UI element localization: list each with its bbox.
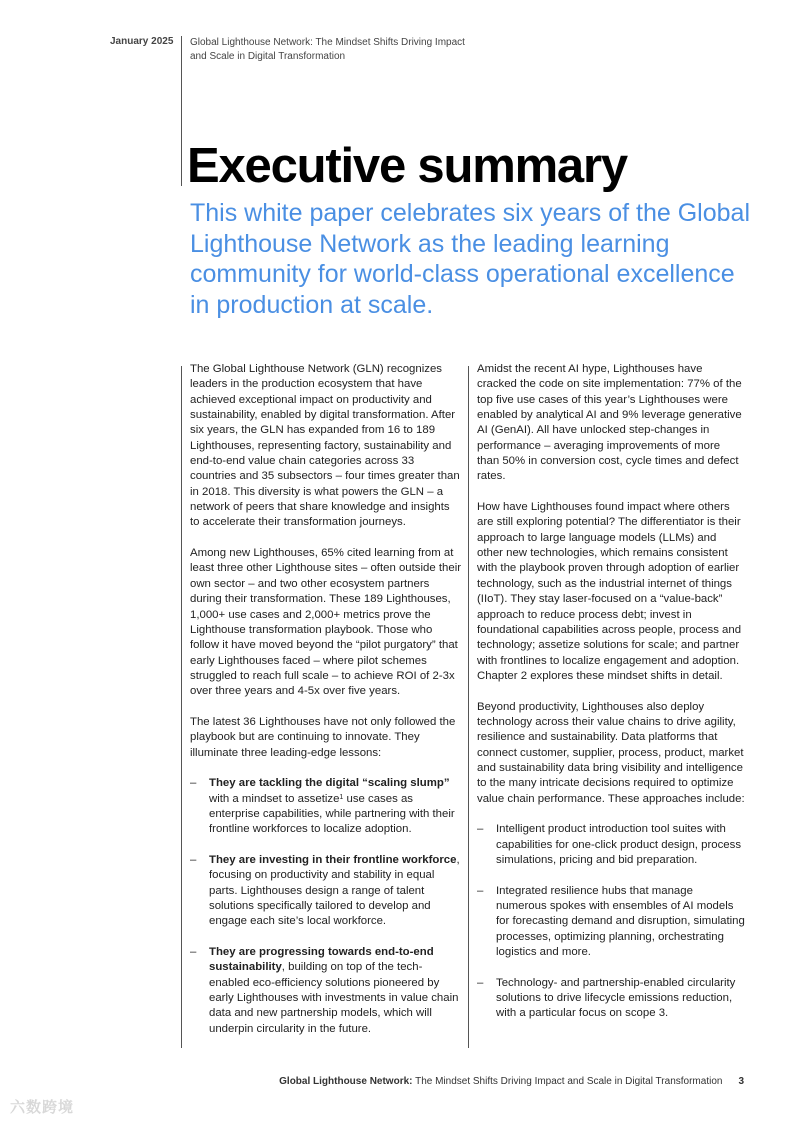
- paragraph: Beyond productivity, Lighthouses also deploy technology across their value chains to drive agility, resilience and sustainability. Data platforms that connect customer, supplier, process, product, market and sustainability data bring visibility and intelligence to the many intricate decisions required to optimize value chain performance. These approaches include:: [477, 700, 745, 805]
- bullet-text: , building on top of the tech-enabled eco-efficiency solutions pioneered by early Lighthouses with investments in value chain data and new partnership models, which will underpin circularity in the future.: [209, 961, 459, 1035]
- dash-marker: –: [190, 777, 197, 790]
- footer-report-subtitle: The Mindset Shifts Driving Impact and Scale in Digital Transformation: [412, 1076, 723, 1087]
- page-subtitle: This white paper celebrates six years of the Global Lighthouse Network as the leading learning community for world-class operational excellence in production at scale.: [190, 199, 750, 319]
- lessons-list: [190, 776, 462, 1037]
- paragraph: The latest 36 Lighthouses have not only followed the playbook but are continuing to innovate. They illuminate three leading-edge lessons:: [190, 715, 456, 759]
- paragraph: How have Lighthouses found impact where others are still exploring potential? The differentiator is their approach to large language models (LLMs) and other new technologies, which remains consistent with the playbook proven through adoption of earlier technology, such as the industrial internet of things (IIoT). They stay laser-focused on a “value-back” approach to reduce process debt; invest in foundational capabilities across people, process and technology; assetize solutions for scale; and partner with frontlines to localize engagement and adoption. Chapter 2 explores these mindset shifts in detail.: [477, 501, 742, 682]
- body-column-right: [477, 362, 745, 1037]
- bullet-heading: They are progressing towards end-to-end sustainability: [209, 946, 434, 974]
- list-item: [190, 853, 462, 930]
- dash-marker: –: [477, 884, 484, 897]
- page-footer: [279, 1076, 744, 1087]
- footer-report-name: Global Lighthouse Network:: [279, 1076, 413, 1087]
- watermark: 六数跨境: [10, 1099, 75, 1116]
- dash-marker: –: [190, 946, 197, 959]
- bullet-text: use cases as enterprise capabilities, while partnering with their frontline workforces to localize adoption.: [209, 792, 455, 836]
- bullet-heading: They are tackling the digital “scaling slump”: [209, 777, 450, 790]
- bullet-text: , focusing on productivity and stability in equal parts. Lighthouses design a range of talent solutions specifically tailored to develop and engage each site’s local workforce.: [209, 854, 460, 928]
- page-number: 3: [738, 1076, 744, 1087]
- page-title: Executive summary: [187, 139, 627, 193]
- paragraph: Among new Lighthouses, 65% cited learning from at least three other Lighthouse sites – often outside their own sector – and two other ecosystem partners during their transformation. These 189 Lighthouses, 1,000+ use cases and 2,000+ metrics prove the Lighthouse transformation playbook. Those who follow it have moved beyond the “pilot purgatory” that early Lighthouses faced – where pilot schemes struggled to reach full scale – to achieve ROI of 2-3x over three years and 4-5x over five years.: [190, 547, 462, 698]
- bullet-text: Technology- and partnership-enabled circularity solutions to drive lifecycle emissions reduction, with a particular focus on scope 3.: [496, 976, 736, 1020]
- bullet-text: with a mindset to assetize: [209, 792, 340, 805]
- header-title: Global Lighthouse Network: The Mindset Shifts Driving Impact and Scale in Digital Transformation: [190, 37, 465, 62]
- paragraph: The Global Lighthouse Network (GLN) recognizes leaders in the production ecosystem that have achieved exceptional impact on productivity and sustainability, enabled by digital transformation. After six years, the GLN has expanded from 16 to 189 Lighthouses, representing factory, sustainability and end-to-end value chain categories across 33 countries and 35 subsectors – four times greater than in 2018. This diversity is what powers the GLN – a network of peers that share knowledge and insights to accelerate their transformation journeys.: [190, 363, 460, 529]
- dash-marker: –: [477, 976, 484, 989]
- dash-marker: –: [190, 854, 197, 866]
- list-item: [477, 976, 745, 1022]
- body-column-left: [190, 362, 462, 1052]
- column1-rule: [181, 366, 182, 1048]
- header-divider: [181, 36, 182, 186]
- list-item: [477, 884, 745, 961]
- paragraph: Amidst the recent AI hype, Lighthouses have cracked the code on site implementation: 77% of the top five use cases of this year’s Lighthouses were enabled by analytical AI and 9% leverage generative AI (GenAI). All have unlocked step-changes in performance – averaging improvements of more than 50% in conversion cost, cycle times and defect rates.: [477, 363, 742, 483]
- column2-rule: [468, 366, 469, 1048]
- dash-marker: –: [477, 823, 484, 836]
- list-item: [190, 776, 462, 837]
- bullet-heading: They are investing in their frontline workforce: [209, 854, 457, 866]
- list-item: [477, 822, 745, 868]
- footnote-marker: 1: [339, 793, 344, 801]
- approaches-list: [477, 822, 745, 1021]
- bullet-text: Intelligent product introduction tool suites with capabilities for one-click product design, process simulations, pricing and bid preparation.: [496, 823, 742, 866]
- list-item: [190, 945, 462, 1037]
- bullet-text: Integrated resilience hubs that manage numerous spokes with ensembles of AI models for forecasting demand and disruption, simulating processes, optimizing planning, orchestrating logistics and more.: [496, 884, 745, 959]
- header-date: January 2025: [110, 36, 174, 47]
